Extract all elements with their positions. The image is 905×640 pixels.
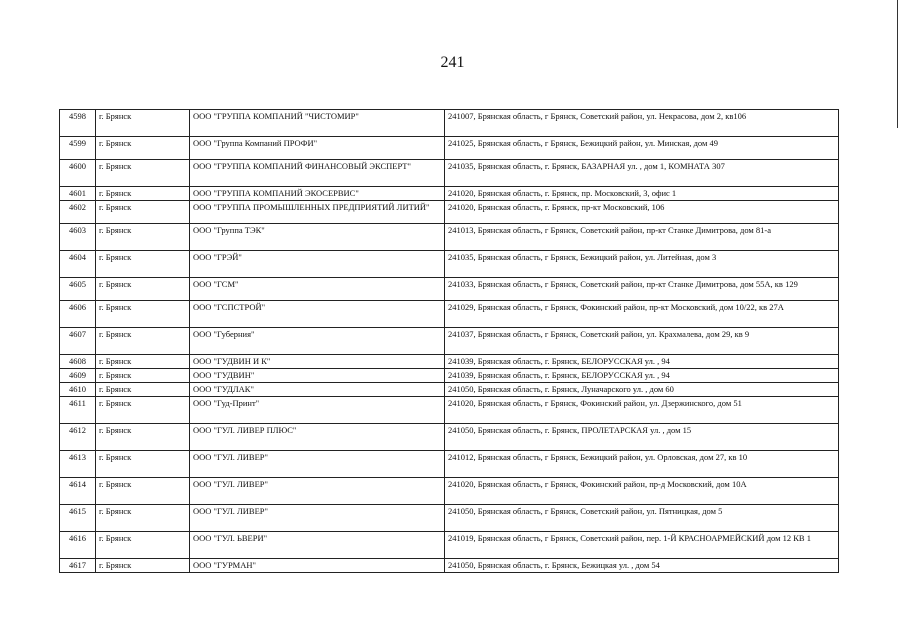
row-company-name: ООО "Группа ТЭК" xyxy=(190,224,445,251)
row-city: г. Брянск xyxy=(96,301,190,328)
row-city: г. Брянск xyxy=(96,137,190,160)
row-company-name: ООО "ГРЭЙ" xyxy=(190,251,445,278)
row-address: 241020, Брянская область, г Брянск, Фокинский район, пр-д Московский, дом 10А xyxy=(445,478,839,505)
row-number: 4606 xyxy=(60,301,96,328)
row-number: 4603 xyxy=(60,224,96,251)
row-address: 241035, Брянская область, г. Брянск, БАЗАРНАЯ ул. , дом 1, КОМНАТА 307 xyxy=(445,160,839,187)
row-address: 241007, Брянская область, г Брянск, Советский район, ул. Некрасова, дом 2, кв106 xyxy=(445,110,839,137)
row-address: 241050, Брянская область, г Брянск, Советский район, ул. Пятницкая, дом 5 xyxy=(445,505,839,532)
row-number: 4616 xyxy=(60,532,96,559)
row-address: 241037, Брянская область, г Брянск, Советский район, ул. Крахмалева, дом 29, кв 9 xyxy=(445,328,839,355)
table-row xyxy=(60,160,839,187)
row-address: 241019, Брянская область, г Брянск, Советский район, пер. 1-Й КРАСНОАРМЕЙСКИЙ дом 12 КВ 1 xyxy=(445,532,839,559)
row-address: 241033, Брянская область, г Брянск, Советский район, пр-кт Станке Димитрова, дом 55А, кв 129 xyxy=(445,278,839,301)
row-city: г. Брянск xyxy=(96,187,190,201)
row-company-name: ООО "ГУРМАН" xyxy=(190,559,445,573)
row-address: 241050, Брянская область, г. Брянск, ПРОЛЕТАРСКАЯ ул. , дом 15 xyxy=(445,424,839,451)
table-row xyxy=(60,369,839,383)
row-city: г. Брянск xyxy=(96,505,190,532)
row-company-name: ООО "ГУДЛАК" xyxy=(190,383,445,397)
row-company-name: ООО "ГРУППА КОМПАНИЙ "ЧИСТОМИР" xyxy=(190,110,445,137)
table-row xyxy=(60,355,839,369)
row-number: 4610 xyxy=(60,383,96,397)
row-company-name: ООО "Губерния" xyxy=(190,328,445,355)
row-company-name: ООО "Группа Компаний ПРОФИ" xyxy=(190,137,445,160)
row-company-name: ООО "ГРУППА ПРОМЫШЛЕННЫХ ПРЕДПРИЯТИЙ ЛИТИЙ" xyxy=(190,201,445,224)
row-number: 4602 xyxy=(60,201,96,224)
table-row xyxy=(60,505,839,532)
row-city: г. Брянск xyxy=(96,532,190,559)
page-number: 241 xyxy=(440,54,465,71)
row-address: 241020, Брянская область, г Брянск, Фокинский район, ул. Дзержинского, дом 51 xyxy=(445,397,839,424)
row-address: 241012, Брянская область, г Брянск, Бежицкий район, ул. Орловская, дом 27, кв 10 xyxy=(445,451,839,478)
row-number: 4607 xyxy=(60,328,96,355)
row-address: 241050, Брянская область, г. Брянск, Луначарского ул. , дом 60 xyxy=(445,383,839,397)
row-city: г. Брянск xyxy=(96,369,190,383)
row-city: г. Брянск xyxy=(96,328,190,355)
row-company-name: ООО "ГРУППА КОМПАНИЙ ФИНАНСОВЫЙ ЭКСПЕРТ" xyxy=(190,160,445,187)
table-row xyxy=(60,251,839,278)
row-address: 241035, Брянская область, г Брянск, Бежицкий район, ул. Литейная, дом 3 xyxy=(445,251,839,278)
row-address: 241039, Брянская область, г. Брянск, БЕЛОРУССКАЯ ул. , 94 xyxy=(445,355,839,369)
row-number: 4604 xyxy=(60,251,96,278)
row-number: 4600 xyxy=(60,160,96,187)
row-city: г. Брянск xyxy=(96,451,190,478)
row-city: г. Брянск xyxy=(96,278,190,301)
table-row xyxy=(60,187,839,201)
table-row xyxy=(60,137,839,160)
row-company-name: ООО "Гуд-Принт" xyxy=(190,397,445,424)
row-number: 4598 xyxy=(60,110,96,137)
row-address: 241020, Брянская область, г. Брянск, пр-кт Московский, 106 xyxy=(445,201,839,224)
row-number: 4613 xyxy=(60,451,96,478)
row-city: г. Брянск xyxy=(96,201,190,224)
row-address: 241039, Брянская область, г. Брянск, БЕЛОРУССКАЯ ул. , 94 xyxy=(445,369,839,383)
table-row xyxy=(60,424,839,451)
row-company-name: ООО "ГУДВИН" xyxy=(190,369,445,383)
table-row xyxy=(60,278,839,301)
row-company-name: ООО "ГУЛ. ЬВЕРИ" xyxy=(190,532,445,559)
row-city: г. Брянск xyxy=(96,355,190,369)
row-number: 4599 xyxy=(60,137,96,160)
row-city: г. Брянск xyxy=(96,251,190,278)
row-city: г. Брянск xyxy=(96,478,190,505)
row-address: 241013, Брянская область, г Брянск, Советский район, пр-кт Станке Димитрова, дом 81-а xyxy=(445,224,839,251)
row-number: 4601 xyxy=(60,187,96,201)
row-city: г. Брянск xyxy=(96,397,190,424)
row-company-name: ООО "ГСПСТРОЙ" xyxy=(190,301,445,328)
row-number: 4609 xyxy=(60,369,96,383)
table-row xyxy=(60,110,839,137)
table-row xyxy=(60,532,839,559)
table-row xyxy=(60,328,839,355)
row-address: 241020, Брянская область, г. Брянск, пр. Московский, 3, офис 1 xyxy=(445,187,839,201)
row-number: 4617 xyxy=(60,559,96,573)
row-company-name: ООО "ГУЛ. ЛИВЕР ПЛЮС" xyxy=(190,424,445,451)
row-city: г. Брянск xyxy=(96,110,190,137)
row-number: 4612 xyxy=(60,424,96,451)
table-row xyxy=(60,559,839,573)
row-city: г. Брянск xyxy=(96,383,190,397)
row-company-name: ООО "ГУЛ. ЛИВЕР" xyxy=(190,505,445,532)
row-number: 4614 xyxy=(60,478,96,505)
row-address: 241025, Брянская область, г Брянск, Бежицкий район, ул. Минская, дом 49 xyxy=(445,137,839,160)
registry-table xyxy=(59,109,839,573)
row-number: 4605 xyxy=(60,278,96,301)
row-company-name: ООО "ГУЛ. ЛИВЕР" xyxy=(190,451,445,478)
row-company-name: ООО "ГУЛ. ЛИВЕР" xyxy=(190,478,445,505)
row-company-name: ООО "ГРУППА КОМПАНИЙ ЭКОСЕРВИС" xyxy=(190,187,445,201)
row-city: г. Брянск xyxy=(96,160,190,187)
row-number: 4615 xyxy=(60,505,96,532)
table-row xyxy=(60,383,839,397)
table-row xyxy=(60,397,839,424)
row-number: 4608 xyxy=(60,355,96,369)
table-row xyxy=(60,201,839,224)
row-city: г. Брянск xyxy=(96,559,190,573)
row-number: 4611 xyxy=(60,397,96,424)
table-row xyxy=(60,451,839,478)
row-address: 241029, Брянская область, г Брянск, Фокинский район, пр-кт Московский, дом 10/22, кв 27А xyxy=(445,301,839,328)
row-company-name: ООО "ГУДВИН И К" xyxy=(190,355,445,369)
row-company-name: ООО "ГСМ" xyxy=(190,278,445,301)
row-city: г. Брянск xyxy=(96,424,190,451)
table-row xyxy=(60,478,839,505)
registry-rows xyxy=(60,110,839,573)
table-row xyxy=(60,301,839,328)
row-city: г. Брянск xyxy=(96,224,190,251)
row-address: 241050, Брянская область, г. Брянск, Бежицкая ул. , дом 54 xyxy=(445,559,839,573)
table-row xyxy=(60,224,839,251)
